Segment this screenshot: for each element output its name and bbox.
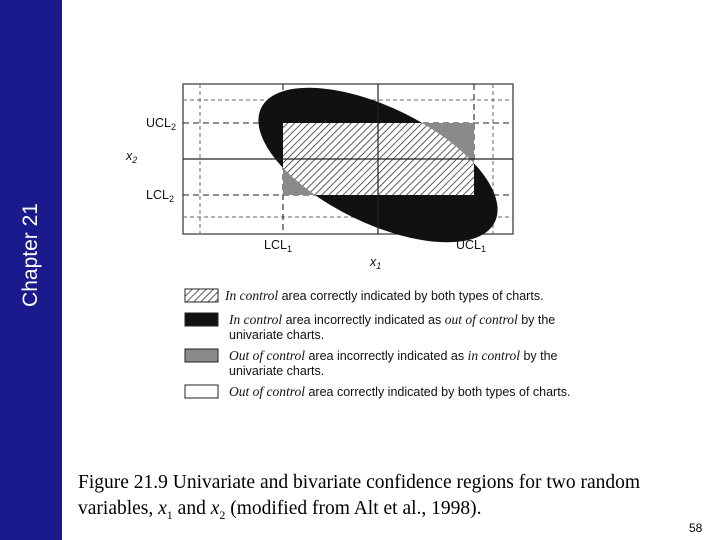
- lcl2-label: $LCL_2$: [146, 188, 174, 204]
- legend-swatch-black: [185, 313, 218, 326]
- ucl1-label: $UCL_1$: [456, 238, 487, 254]
- lcl1-label: $LCL_1$: [264, 238, 292, 254]
- legend-swatch-gray: [185, 349, 218, 362]
- ucl2-label: $UCL_2$: [146, 116, 177, 132]
- page-number: 58: [689, 521, 703, 535]
- x1-axis-label: $x_1$: [370, 255, 382, 271]
- legend-item-2: In control area incorrectly indicated as out of control by the: [229, 312, 556, 327]
- x2-axis-label: $x_2$: [126, 149, 138, 165]
- legend-item-1: In control area correctly indicated by both types of charts.: [225, 288, 544, 303]
- legend-swatch-white: [185, 385, 218, 398]
- legend-item-3: Out of control area incorrectly indicated as in control by the: [229, 348, 558, 363]
- figure-caption: Figure 21.9 Univariate and bivariate confidence regions for two random variables, $x_1$ and $x_2$ (modified from Alt et al., 1998).: [78, 472, 641, 522]
- legend-item-4: Out of control area correctly indicated by both types of charts.: [229, 384, 571, 399]
- chapter-label: Chapter 21: [19, 203, 42, 307]
- legend-swatch-hatched: [185, 289, 218, 302]
- legend-item-3-line2: univariate charts.: [229, 364, 325, 378]
- legend-item-2-line2: univariate charts.: [229, 328, 325, 342]
